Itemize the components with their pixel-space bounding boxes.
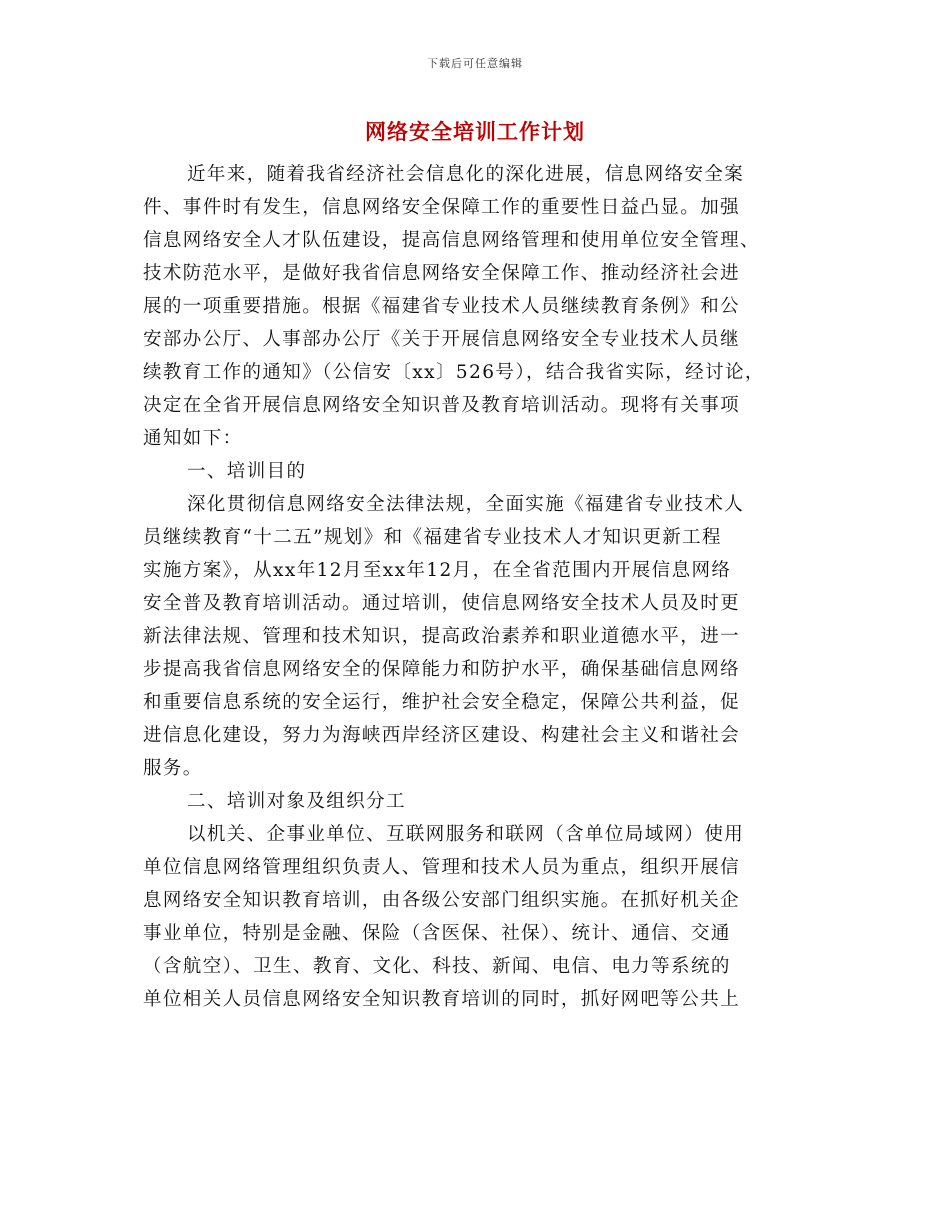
page-header-note: 下载后可任意编辑: [427, 57, 523, 70]
text-line: 一、培训目的: [187, 461, 307, 482]
text-line: 新法律法规、管理和技术知识，提高政治素养和职业道德水平，进一: [143, 626, 741, 647]
text-line: 信息网络安全人才队伍建设，提高信息网络管理和使用单位安全管理、: [143, 230, 760, 251]
text-line: 深化贯彻信息网络安全法律法规，全面实施《福建省专业技术人: [187, 494, 745, 515]
text-line: 安部办公厅、人事部办公厅《关于开展信息网络安全专业技术人员继: [143, 329, 741, 350]
text-line: 展的一项重要措施。根据《福建省专业技术人员继续教育条例》和公: [143, 296, 741, 317]
text-line: 单位信息网络管理组织负责人、管理和技术人员为重点，组织开展信: [143, 857, 741, 878]
text-line: 息网络安全知识教育培训，由各级公安部门组织实施。在抓好机关企: [143, 890, 741, 911]
text-line: 二、培训对象及组织分工: [187, 791, 406, 812]
text-line: 服务。: [143, 758, 203, 779]
text-line: 事业单位，特别是金融、保险（含医保、社保）、统计、通信、交通: [143, 923, 731, 944]
text-line: 续教育工作的通知》（公信安〔xx〕526号），结合我省实际，经讨论，: [143, 362, 765, 383]
text-line: 近年来，随着我省经济社会信息化的深化进展，信息网络安全案: [187, 164, 745, 185]
text-line: 通知如下：: [143, 428, 243, 449]
text-line: 技术防范水平，是做好我省信息网络安全保障工作、推动经济社会进: [143, 263, 741, 284]
text-line: 员继续教育“十二五”规划》和《福建省专业技术人才知识更新工程: [143, 527, 722, 548]
text-line: 以机关、企事业单位、互联网服务和联网（含单位局域网）使用: [187, 824, 745, 845]
text-line: 单位相关人员信息网络安全知识教育培训的同时，抓好网吧等公共上: [143, 989, 741, 1010]
text-line: （含航空）、卫生、教育、文化、科技、新闻、电信、电力等系统的: [143, 956, 731, 977]
text-line: 实施方案》，从xx年12月至xx年12月，在全省范围内开展信息网络: [143, 560, 732, 581]
document-body: [143, 158, 833, 1016]
text-line: 进信息化建设，努力为海峡西岸经济区建设、构建社会主义和谐社会: [143, 725, 741, 746]
text-line: 安全普及教育培训活动。通过培训，使信息网络安全技术人员及时更: [143, 593, 741, 614]
text-line: 决定在全省开展信息网络安全知识普及教育培训活动。现将有关事项: [143, 395, 741, 416]
document-title: 网络安全培训工作计划: [365, 119, 585, 144]
text-line: 和重要信息系统的安全运行，维护社会安全稳定，保障公共利益，促: [143, 692, 741, 713]
text-line: 件、事件时有发生，信息网络安全保障工作的重要性日益凸显。加强: [143, 197, 741, 218]
text-line: 步提高我省信息网络安全的保障能力和防护水平，确保基础信息网络: [143, 659, 741, 680]
